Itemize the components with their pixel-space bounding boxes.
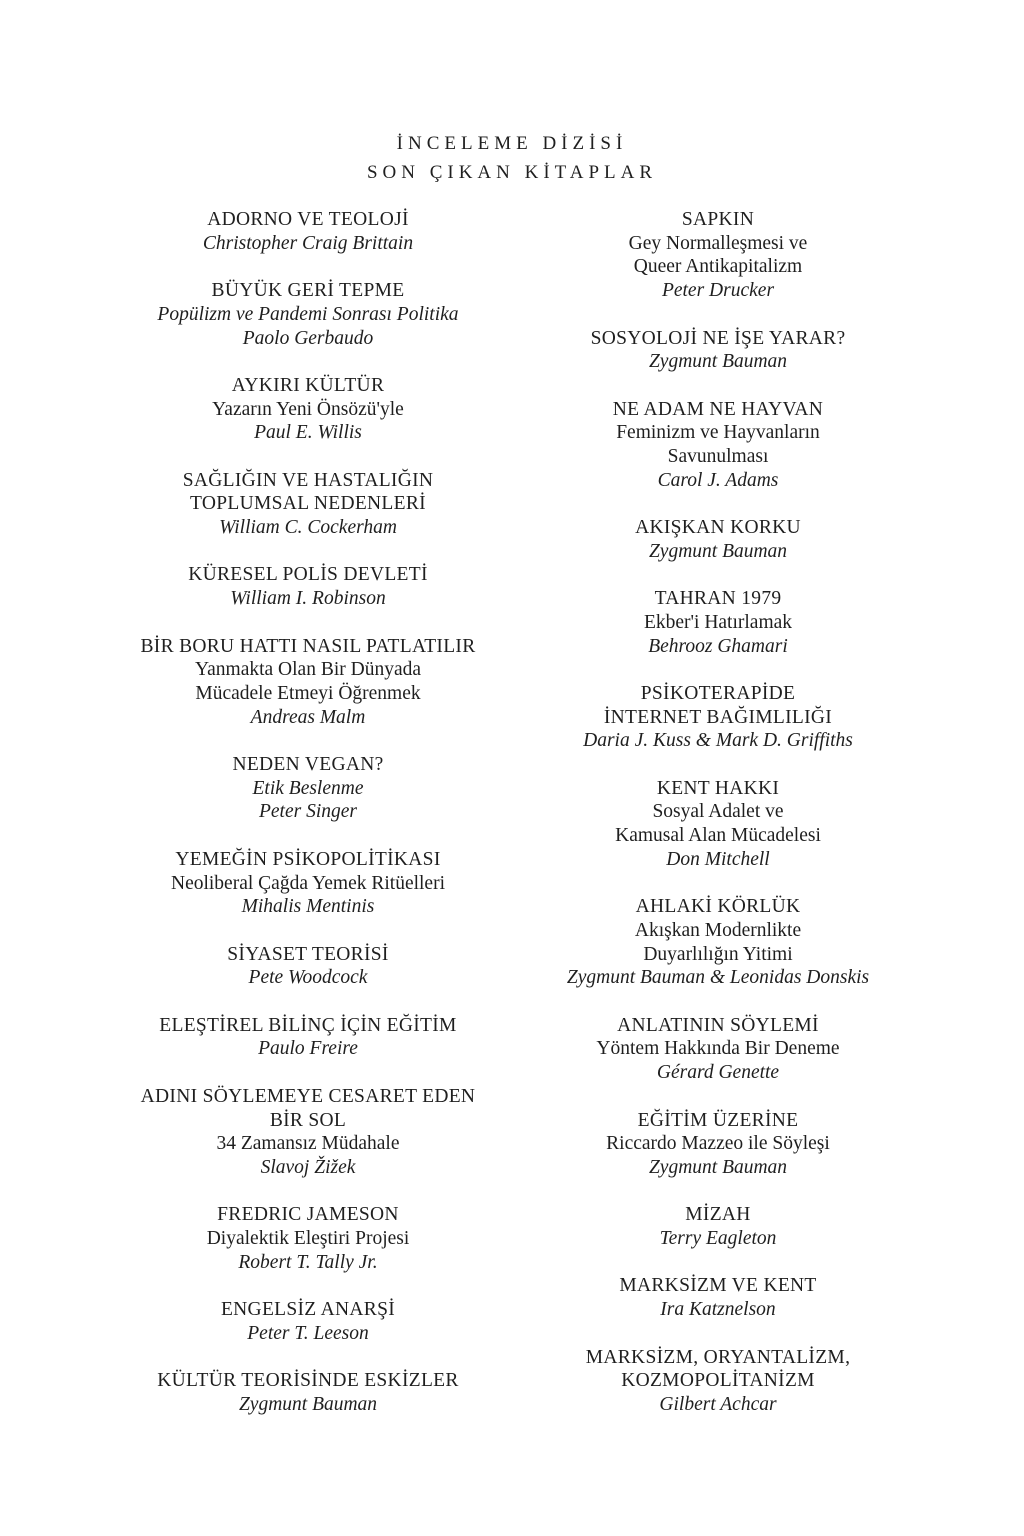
book-subtitle: Ekber'i Hatırlamak [643,611,793,633]
book-subtitle: Savunulması [667,446,769,467]
book-subtitle: Feminizm ve Hayvanların [616,422,820,444]
book-subtitle: Kamusal Alan Mücadelesi [615,825,821,847]
book-author: Pete Woodcock [248,967,368,989]
book-subtitle: Riccardo Mazzeo ile Söyleşi [606,1133,830,1155]
left-book-column [100,208,516,1440]
book-title: TOPLUMSAL NEDENLERİ [190,493,426,515]
book-author: Peter Drucker [661,280,775,302]
book-title: AYKIRI KÜLTÜR [231,374,385,396]
book-title: MARKSİZM VE KENT [619,1275,817,1297]
book-entry [100,208,516,255]
book-entry [100,469,516,540]
book-entry [100,848,516,919]
book-author: William I. Robinson [230,588,386,610]
book-title: KÜRESEL POLİS DEVLETİ [188,564,428,586]
book-title: KOZMOPOLİTANİZM [621,1370,815,1392]
book-author: Zygmunt Bauman & Leonidas Donskis [566,967,870,989]
book-title: AKIŞKAN KORKU [635,517,801,539]
book-entry [100,374,516,445]
book-title: PSİKOTERAPİDE [640,682,796,704]
book-author: Daria J. Kuss & Mark D. Griffiths [583,730,853,752]
book-author: Zygmunt Bauman [648,540,788,562]
book-title: KENT HAKKI [656,777,780,799]
book-entry [510,777,926,872]
book-author: Zygmunt Bauman [648,351,788,373]
book-entry [510,1274,926,1321]
book-subtitle: Queer Antikapitalizm [633,256,803,278]
book-title: AHLAKİ KÖRLÜK [635,896,801,918]
book-author: Terry Eagleton [659,1228,777,1250]
book-entry [510,327,926,374]
book-entry [510,682,926,753]
book-author: William C. Cockerham [219,517,397,539]
book-entry [100,279,516,350]
book-title: ADORNO VE TEOLOJİ [207,209,409,230]
book-entry [510,895,926,990]
book-title: SOSYOLOJİ NE İŞE YARAR? [590,327,846,349]
book-author: Slavoj Žižek [260,1156,356,1178]
book-title: FREDRIC JAMESON [217,1204,399,1226]
book-author: Andreas Malm [250,706,366,728]
book-entry [100,1203,516,1274]
book-subtitle: Mücadele Etmeyi Öğrenmek [195,682,421,704]
book-subtitle: Akışkan Modernlikte [634,919,802,941]
book-author: Christopher Craig Brittain [202,232,414,254]
book-subtitle: Diyalektik Eleştiri Projesi [206,1228,410,1250]
book-entry [100,635,516,730]
book-title: MARKSİZM, ORYANTALİZM, [585,1346,851,1368]
book-entry [510,398,926,493]
book-entry [510,1109,926,1180]
book-entry [510,516,926,563]
book-author: Behrooz Ghamari [648,635,788,657]
book-author: Robert T. Tally Jr. [238,1251,378,1273]
book-entry [510,1203,926,1250]
book-entry [100,1298,516,1345]
book-author: Ira Katznelson [660,1299,776,1321]
book-author: Zygmunt Bauman [648,1156,788,1178]
book-entry [100,1014,516,1061]
book-author: Peter T. Leeson [247,1322,369,1344]
book-title: KÜLTÜR TEORİSİNDE ESKİZLER [157,1370,459,1392]
book-author: Carol J. Adams [657,469,779,491]
book-title: YEMEĞİN PSİKOPOLİTİKASI [175,848,441,870]
book-entry [510,1014,926,1085]
book-subtitle: Yanmakta Olan Bir Dünyada [194,659,422,681]
book-subtitle: Gey Normalleşmesi ve [628,232,808,254]
book-entry [100,1085,516,1180]
book-title: ANLATININ SÖYLEMİ [617,1014,819,1036]
book-subtitle: Neoliberal Çağda Yemek Ritüelleri [170,872,446,894]
book-subtitle: 34 Zamansız Müdahale [216,1133,400,1155]
book-entry [510,208,926,303]
right-book-column [510,208,926,1440]
book-entry [100,943,516,990]
book-title: EĞİTİM ÜZERİNE [637,1109,799,1131]
book-entry [100,753,516,824]
book-author: Paulo Freire [258,1038,358,1060]
book-author: Gérard Genette [656,1062,780,1084]
book-entry [510,587,926,658]
book-entry [100,563,516,610]
book-subtitle: Duyarlılığın Yitimi [643,943,793,965]
book-author: Peter Singer [258,801,357,823]
book-entry [510,1346,926,1417]
book-title: ELEŞTİREL BİLİNÇ İÇİN EĞİTİM [159,1014,457,1036]
book-author: Don Mitchell [666,848,770,870]
book-author: Etik Beslenme [252,777,364,799]
book-title: SİYASET TEORİSİ [227,943,389,965]
book-entry [100,1369,516,1416]
book-title: BİR BORU HATTI NASIL PATLATILIR [140,635,476,657]
book-author: Zygmunt Bauman [238,1393,378,1415]
book-subtitle: Yazarın Yeni Önsözü'yle [212,398,404,420]
book-title: NEDEN VEGAN? [232,754,384,776]
book-title: TAHRAN 1979 [654,588,782,610]
book-title: SAĞLIĞIN VE HASTALIĞIN [182,469,434,491]
book-subtitle: Yöntem Hakkında Bir Deneme [596,1038,840,1060]
book-subtitle: Sosyal Adalet ve [652,801,784,823]
book-title: İNTERNET BAĞIMLILIĞI [603,706,833,728]
series-subtitle: SON ÇIKAN KİTAPLAR [366,162,658,183]
book-title: ADINI SÖYLEMEYE CESARET EDEN [140,1085,476,1107]
book-author: Gilbert Achcar [659,1393,777,1415]
book-author: Popülizm ve Pandemi Sonrası Politika [157,303,459,325]
book-author: Paul E. Willis [254,422,362,444]
book-title: ENGELSİZ ANARŞİ [220,1299,396,1321]
series-header [0,129,1024,187]
book-title: BÜYÜK GERİ TEPME [211,280,405,302]
book-title: NE ADAM NE HAYVAN [612,398,824,420]
series-name: İNCELEME DİZİSİ [396,133,628,154]
book-author: Mihalis Mentinis [241,896,375,918]
book-title: BİR SOL [269,1109,347,1131]
book-title: MİZAH [685,1204,751,1226]
book-author: Paolo Gerbaudo [242,327,374,349]
book-title: SAPKIN [681,209,755,230]
